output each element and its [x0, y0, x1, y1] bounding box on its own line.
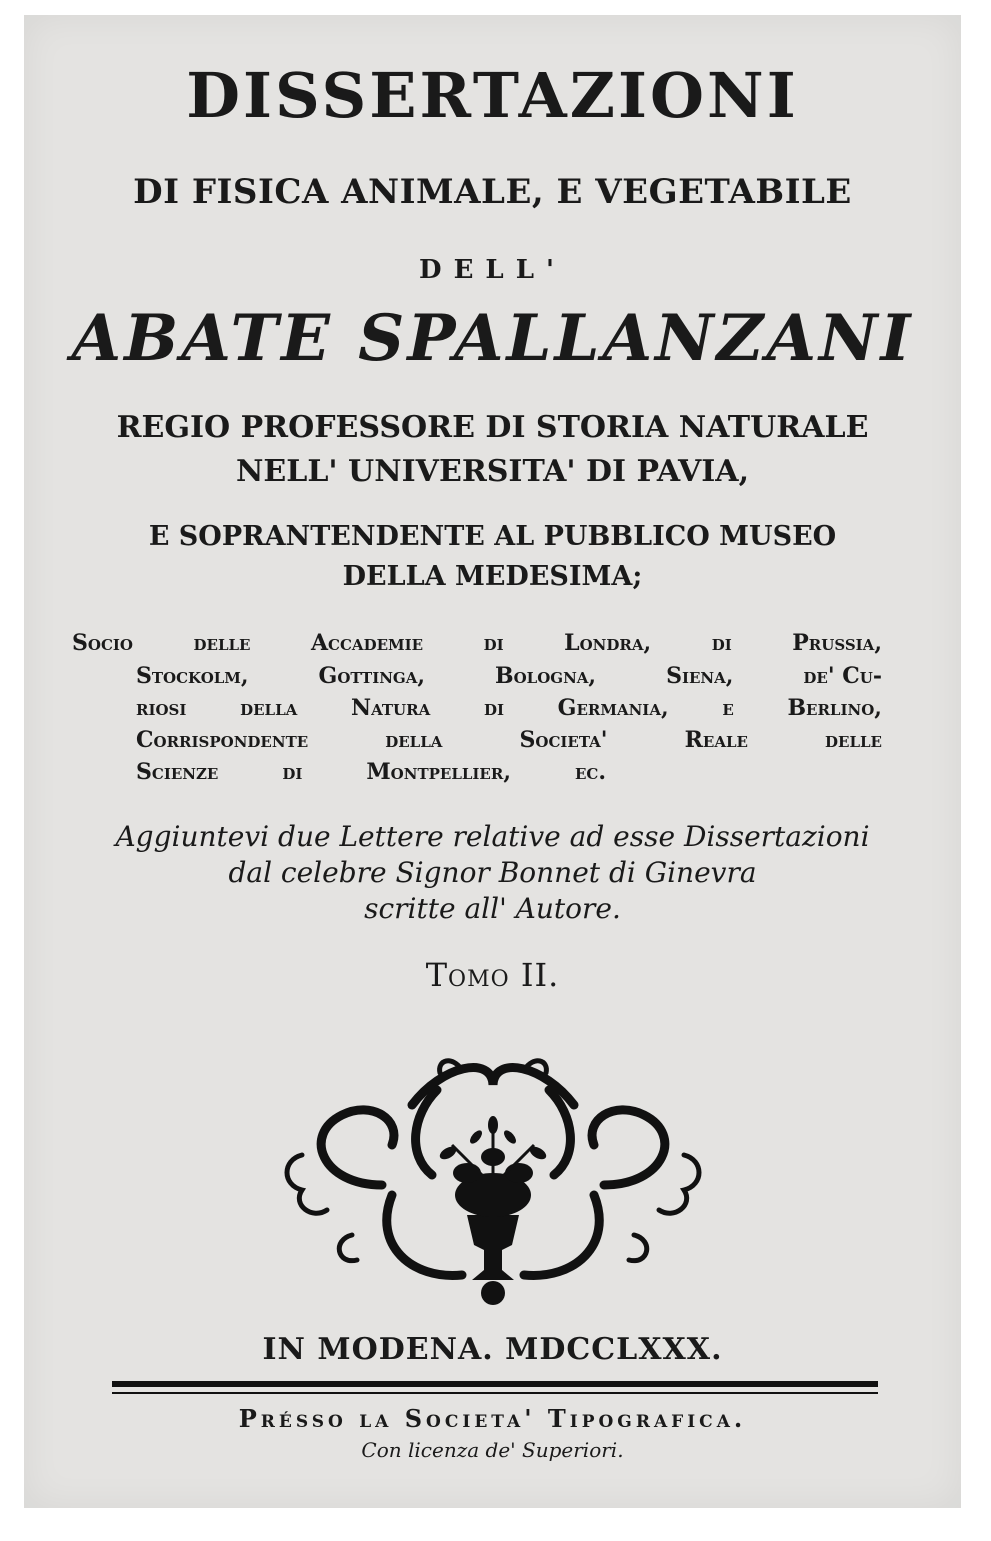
memberships-line-2: [136, 665, 882, 687]
word: della: [240, 695, 298, 721]
word: Bologna,: [495, 663, 597, 689]
imprint-city-year: IN MODENA. MDCCLXXX.: [262, 1332, 723, 1367]
book-subtitle: DI FISICA ANIMALE, E VEGETABILE: [133, 172, 852, 212]
word: ec.: [574, 759, 606, 785]
memberships-line-3: [136, 697, 882, 719]
word: Montpellier,: [366, 759, 511, 785]
word: Germania,: [557, 695, 669, 721]
word: di: [483, 695, 504, 721]
word: Stockolm,: [136, 663, 249, 689]
volume-number: Tomo II.: [425, 956, 560, 994]
book-title: DISSERTAZIONI: [186, 59, 799, 132]
word: Scienze: [136, 759, 219, 785]
word: Siena,: [666, 663, 734, 689]
word: Societa': [519, 727, 608, 753]
title-page: [24, 15, 961, 1508]
word: delle: [193, 630, 251, 656]
imprint-printer: Présso la Societa' Tipografica.: [238, 1404, 747, 1433]
word: delle: [825, 727, 882, 753]
word: riosi: [136, 695, 187, 721]
word: Prussia,: [792, 630, 882, 656]
word: Accademie: [310, 630, 424, 656]
word: di: [483, 630, 504, 656]
word: Corrispondente: [136, 727, 309, 753]
imprint-rule-thick: [112, 1381, 878, 1387]
imprint-rule-thin: [112, 1392, 878, 1394]
role-line-3: E SOPRANTENDENTE AL PUBBLICO MUSEO: [148, 521, 837, 552]
word: Londra,: [564, 630, 652, 656]
word: Berlino,: [787, 695, 882, 721]
appendix-line-2: dal celebre Signor Bonnet di Ginevra: [228, 856, 757, 889]
fleuron-ornament-icon: [262, 1045, 724, 1315]
word: di: [711, 630, 732, 656]
author-name: ABATE SPALLANZANI: [71, 301, 914, 376]
role-line-4: DELLA MEDESIMA;: [342, 561, 643, 592]
appendix-line-1: Aggiuntevi due Lettere relative ad esse Dissertazioni: [115, 820, 870, 853]
imprint-licence: Con licenza de' Superiori.: [361, 1438, 624, 1462]
appendix-line-3: scritte all' Autore.: [364, 892, 621, 925]
preposition: DELL': [419, 255, 566, 285]
word: Socio: [72, 630, 133, 656]
role-line-2: NELL' UNIVERSITA' DI PAVIA,: [235, 454, 750, 489]
role-line-1: REGIO PROFESSORE DI STORIA NATURALE: [116, 410, 869, 445]
word: di: [282, 759, 303, 785]
word: Reale: [684, 727, 748, 753]
word: Gottinga,: [318, 663, 426, 689]
memberships-line-5: [136, 761, 606, 783]
word: de' Cu-: [803, 663, 882, 689]
word: e: [722, 695, 734, 721]
word: Natura: [350, 695, 431, 721]
word: della: [385, 727, 443, 753]
memberships-line-4: [136, 729, 882, 751]
memberships-line-1: [72, 632, 882, 654]
